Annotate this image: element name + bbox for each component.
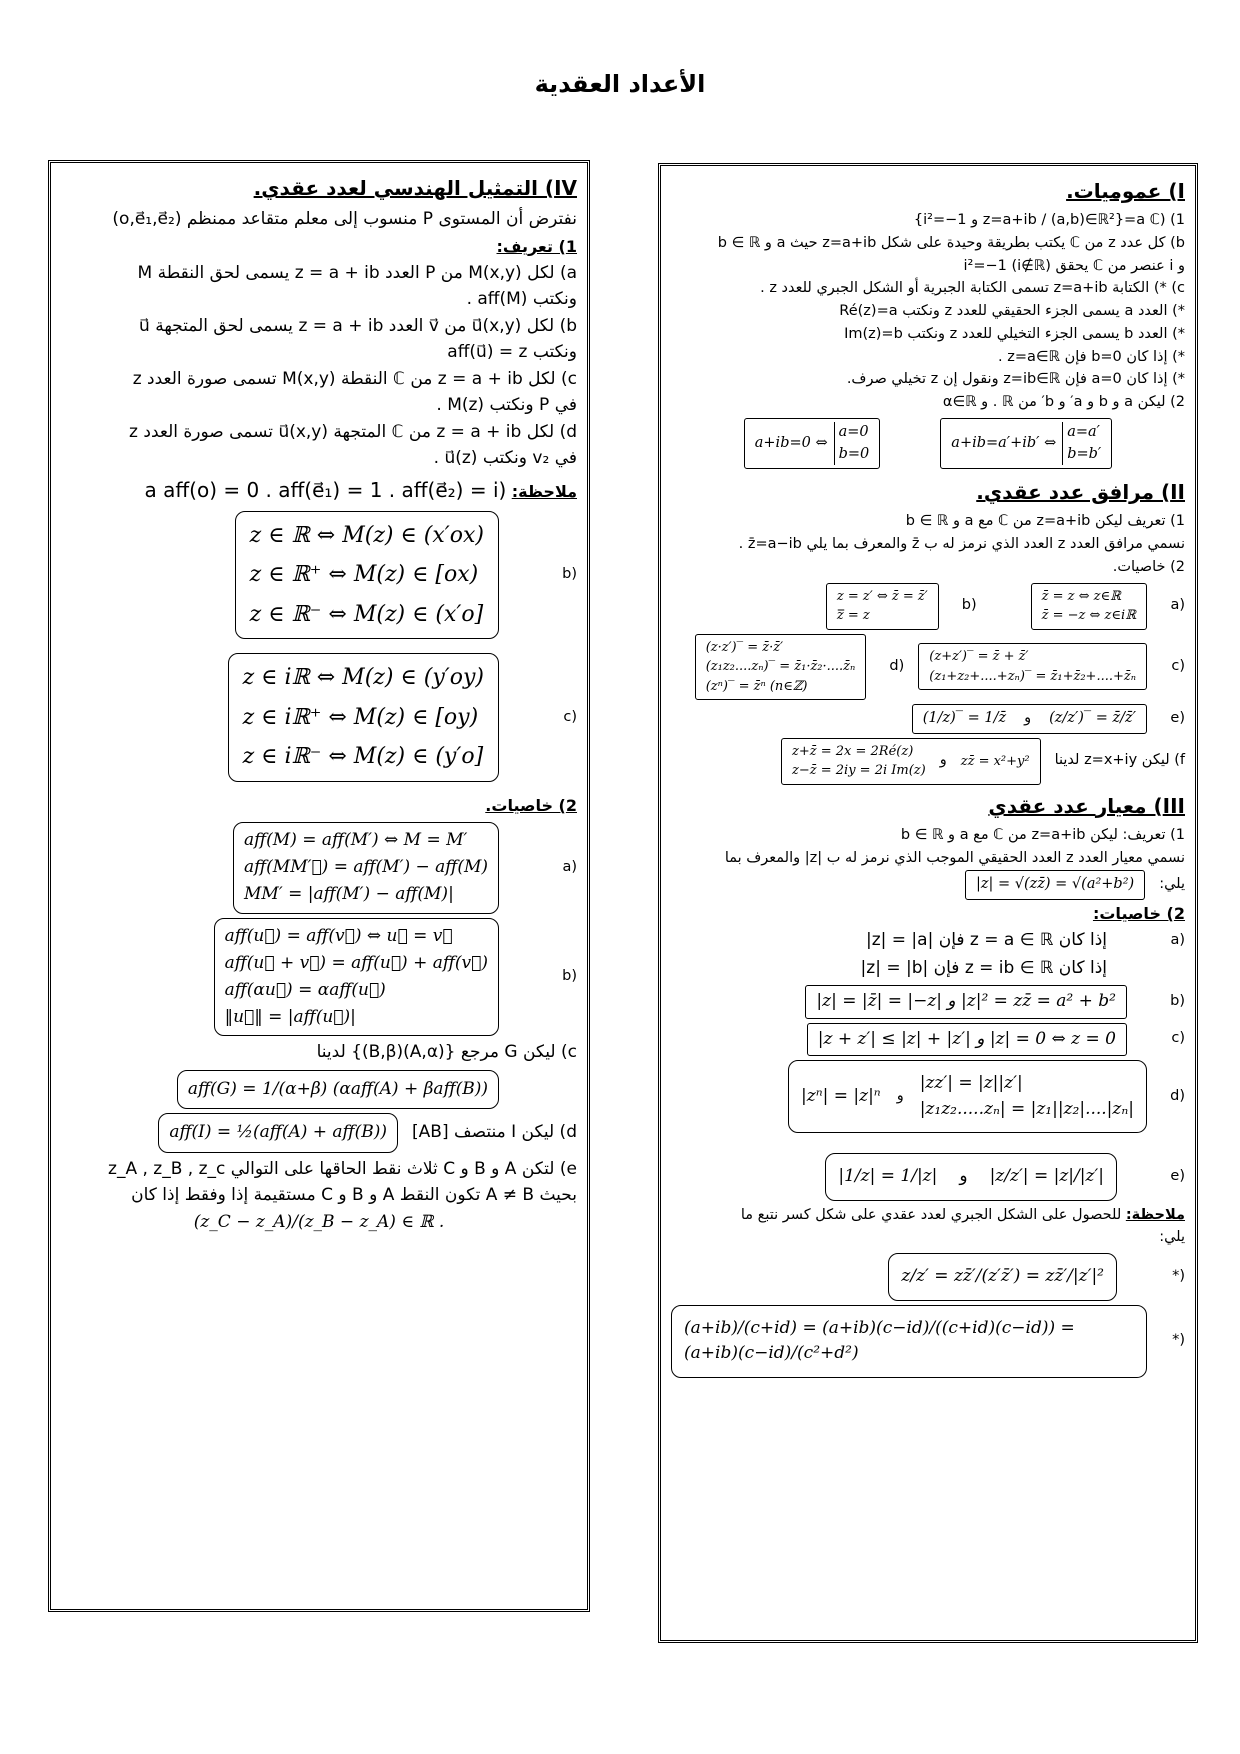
text-line: *) إذا كان a=0 فإن z=ib∈ℝ ونقول إن z تخيلي صرف.: [846, 371, 1185, 388]
formula-box: aff(G) = 1/(α+β) (αaff(A) + βaff(B)): [177, 1070, 499, 1110]
property-row-ab: (a z̄̄ = z ⇔ z∈ℝ z̄ = −z ⇔ z∈iℝ (b z = z′ ⇔ z̄ = z̄′ z̿ = z: [671, 583, 1185, 630]
subsection-title: 1) تعريف:: [496, 236, 577, 256]
formula-box: aff(u⃗) = aff(v⃗) ⇔ u⃗ = v⃗ aff(u⃗ + v⃗) = aff(u⃗) + aff(v⃗) aff(αu⃗) = αaff(u⃗) ‖u⃗‖ = |aff(u⃗)|: [214, 918, 499, 1037]
property-row-f: [671, 738, 1185, 785]
right-column: I) عموميات. 1) (a ℂ={z=a+ib / (a,b)∈ℝ² و i²=−1} b) كل عدد z من ℂ يكتب بطريقة وحيدة على شكل z=a+ib حيث a و b ∈ ℝ و i عنصر من ℂ يحقق i²=−1 (i∉ℝ) c) *) الكتابة z=a+ib تسمى الكتابة الجبرية أو الشكل الجبري للعدد z . *) العدد a يسمى الجزء الحقيقي للعدد z ونكتب Ré(z)=a *) العدد b يسمى الجزء التخيلي للعدد z ونكتب Im(z)=b *) إذا كان b=0 فإن z=a∈ℝ . *) إذا كان a=0 فإن z=ib∈ℝ ونقول إن z تخيلي صرف. 2) ليكن a و b و a′ و b′ من ℝ . و α∈ℝ a+ib=0 ⇔ a=0 b=0 a+ib=a′+ib′ ⇔ a=a′ b=b′ II) مرافق عدد عقدي. 1) تعريف ليكن z=a+ib من ℂ مع a و b ∈ ℝ نسمي مرافق العدد z العدد الذي نرمز له ب z̄ والمعرف بما يلي z̄=a−ib . 2) خاصيات. (a z̄̄ = z ⇔ z∈ℝ z̄ = −z ⇔ z∈iℝ (b z = z′ ⇔ z̄ = z̄′ z̿ = z (c (z+z′)‾ = z̄ + z̄′ (z₁+z₂+....+zₙ)‾ = z̄₁+z̄₂+....+z̄ₙ (d (z·z′)‾ = z̄·z̄′ (z₁z₂....zₙ)‾ = z̄₁·z̄₂·....z̄ₙ (zⁿ)‾ = z̄ⁿ (n∈ℤ) (e (1/z)‾ = 1/z̄ و (z/z′)‾ = z̄/z̄′ f) ليكن z=x+iy لدينا z+z̄ = 2x = 2Ré(z) z−z̄ = 2iy = 2i Im(z) و zz̄ = x²+y² III) معيار عدد عقدي 1) تعريف: ليكن z=a+ib من ℂ مع a و b ∈ ℝ نسمي معيار العدد z العدد الحقيقي الموجب الذي نرمز له ب |z| والمعرف بما يلي: |z| = √(zz̄) = √(a²+b²) 2) خاصيات: (a إذا كان z = a ∈ ℝ فإن |z| = |a| إذا كان z = ib ∈ ℝ فإن |z| = |b| (b |z| = |z̄| = |−z| و |z|² = zz̄ = a² + b² (c |z + z′| ≤ |z| + |z′| و |z| = 0 ⇔ z = 0 (d |zⁿ| = |z|ⁿ و |zz′| = |z||z′| |z₁z₂.....zₙ| = |z₁||z₂|....|zₙ| (e |1/z| = 1/|z| و |z/z′| = |z|/|z′| ملاحظة: للحصول على الشكل الجبري لعدد عقدي على شكل كسر نتبع ما يلي: (* z/z′ = zz̄′/(z′z̄′) = zz̄′/|z′|² (* (a+ib)/(c+id) = (a+ib)(c−id)/((c+id)(c−id)) = (a+ib)(c−id)/(c²+d²): [658, 163, 1198, 1643]
left-column: IV) التمثيل الهندسي لعدد عقدي. نفترض أن المستوى P منسوب إلى معلم متقاعد ممنظم (o,e⃗₁,e⃗₂) 1) تعريف: a) لكل M(x,y) من P العدد z = a + ib يسمى لحق النقطة M ونكتب aff(M) . b) لكل u⃗(x,y) من v⃗ العدد z = a + ib يسمى لحق المتجهة u⃗ ونكتب aff(u⃗) = z c) لكل z = a + ib من ℂ النقطة M(x,y) تسمى صورة العدد z في P ونكتب M(z) . d) لكل z = a + ib من ℂ المتجهة u⃗(x,y) تسمى صورة العدد z في v₂ ونكتب u⃗(z) . ملاحظة: (a aff(o) = 0 . aff(e⃗₁) = 1 . aff(e⃗₂) = i (b z ∈ ℝ ⇔ M(z) ∈ (x′ox) z ∈ ℝ⁺ ⇔ M(z) ∈ [ox) z ∈ ℝ⁻ ⇔ M(z) ∈ (x′o] (c z ∈ iℝ ⇔ M(z) ∈ (y′oy) z ∈ iℝ⁺ ⇔ M(z) ∈ [oy) z ∈ iℝ⁻ ⇔ M(z) ∈ (y′o] 2) خاصيات. (a aff(M) = aff(M′) ⇔ M = M′ aff(MM′⃗) = aff(M′) − aff(M) MM′ = |aff(M′) − aff(M)| (b aff(u⃗) = aff(v⃗) ⇔ u⃗ = v⃗ aff(u⃗ + v⃗) = aff(u⃗) + aff(v⃗) aff(αu⃗) = αaff(u⃗) ‖u⃗‖ = |aff(u⃗)| c) ليكن G مرجع {(A,α)(B,β)} لدينا aff(G) = 1/(α+β) (αaff(A) + βaff(B)) d) ليكن I منتصف [AB] aff(I) = ½(aff(A) + aff(B)) e) لتكن A و B و C ثلاث نقط الحاقها على التوالي z_A , z_B , z_c بحيث A ≠ B تكون النقط A و B و C مستقيمة إذا وفقط إذا كان (z_C − z_A)/(z_B − z_A) ∈ ℝ .: [48, 160, 590, 1612]
formula-box: (a+ib)/(c+id) = (a+ib)(c−id)/((c+id)(c−id)) = (a+ib)(c−id)/(c²+d²): [671, 1305, 1147, 1378]
note-title: ملاحظة:: [1125, 1206, 1185, 1223]
formula: a=a′: [1067, 423, 1100, 440]
text-line: c) لكل z = a + ib من ℂ النقطة M(x,y) تسمى صورة العدد z: [132, 368, 577, 389]
text-line: *) العدد a يسمى الجزء الحقيقي للعدد z ونكتب Ré(z)=a: [839, 303, 1185, 319]
section-conjugate-title: II) مرافق عدد عقدي.: [976, 480, 1185, 505]
section-modulus-title: III) معيار عدد عقدي: [988, 793, 1185, 818]
section-geometric-title: IV) التمثيل الهندسي لعدد عقدي.: [253, 176, 577, 200]
text-line: 1) تعريف: ليكن z=a+ib من ℂ مع a و b ∈ ℝ: [900, 826, 1185, 843]
text-line: نفترض أن المستوى P منسوب إلى معلم متقاعد ممنظم (o,e⃗₁,e⃗₂): [112, 209, 577, 229]
formula-box: z+z̄ = 2x = 2Ré(z) z−z̄ = 2iy = 2i Im(z) و zz̄ = x²+y²: [781, 738, 1041, 785]
formula-box: |z + z′| ≤ |z| + |z′| و |z| = 0 ⇔ z = 0: [807, 1023, 1127, 1057]
note-title: ملاحظة:: [511, 481, 577, 501]
formula-line: إذا كان z = ib ∈ ℝ فإن |z| = |b|: [860, 957, 1107, 978]
text-line: f) ليكن z=x+iy لدينا: [1054, 752, 1185, 769]
formula-box: z ∈ iℝ ⇔ M(z) ∈ (y′oy) z ∈ iℝ⁺ ⇔ M(z) ∈ [oy) z ∈ iℝ⁻ ⇔ M(z) ∈ (y′o]: [228, 653, 499, 782]
text-line: يلي:: [1159, 1229, 1185, 1246]
page-title: الأعداد العقدية: [534, 70, 706, 98]
text-line: d) ليكن I منتصف [AB]: [412, 1122, 577, 1143]
text-line: ونكتب aff(M) .: [466, 289, 577, 309]
formula-box: |zⁿ| = |z|ⁿ و |zz′| = |z||z′| |z₁z₂.....zₙ| = |z₁||z₂|....|zₙ|: [788, 1060, 1147, 1133]
text-line: *) إذا كان b=0 فإن z=a∈ℝ .: [997, 348, 1185, 365]
subsection-title: 2) خاصيات:: [1092, 904, 1185, 923]
formula-line: (a aff(o) = 0 . aff(e⃗₁) = 1 . aff(e⃗₂) = i: [144, 477, 507, 502]
formula-box: z/z′ = zz̄′/(z′z̄′) = zz̄′/|z′|²: [888, 1253, 1117, 1301]
formula-box: |z| = |z̄| = |−z| و |z|² = zz̄ = a² + b²: [805, 985, 1127, 1019]
formula-box: |z| = √(zz̄) = √(a²+b²): [965, 870, 1145, 900]
formula-box: |1/z| = 1/|z| و |z/z′| = |z|/|z′|: [825, 1153, 1117, 1201]
text-line: للحصول على الشكل الجبري لعدد عقدي على شكل كسر نتبع ما: [740, 1206, 1122, 1223]
text-line: 2) خاصيات.: [1112, 558, 1185, 575]
formula-box: (z+z′)‾ = z̄ + z̄′ (z₁+z₂+....+zₙ)‾ = z̄₁+z̄₂+....+z̄ₙ: [918, 643, 1147, 690]
formula-box: (1/z)‾ = 1/z̄ و (z/z′)‾ = z̄/z̄′: [912, 704, 1147, 734]
text-line: c) ليكن G مرجع {(A,α)(B,β)} لدينا: [316, 1042, 577, 1063]
text-line: نسمي معيار العدد z العدد الحقيقي الموجب الذي نرمز له ب |z| والمعرف بما: [724, 849, 1185, 866]
text-line: بحيث A ≠ B تكون النقط A و B و C مستقيمة إذا وفقط إذا كان: [131, 1185, 577, 1206]
property-row-cd: (c (z+z′)‾ = z̄ + z̄′ (z₁+z₂+....+zₙ)‾ = z̄₁+z̄₂+....+z̄ₙ (d (z·z′)‾ = z̄·z̄′ (z₁z₂....zₙ)‾ = z̄₁·z̄₂·....z̄ₙ (zⁿ)‾ = z̄ⁿ (n∈ℤ): [671, 634, 1185, 701]
text-line: *) العدد b يسمى الجزء التخيلي للعدد z ونكتب Im(z)=b: [844, 325, 1185, 342]
formula-box: aff(I) = ½(aff(A) + aff(B)): [158, 1113, 398, 1153]
text-line: 1) (a ℂ={z=a+ib / (a,b)∈ℝ² و i²=−1}: [913, 212, 1185, 228]
formula-box: z̄̄ = z ⇔ z∈ℝ z̄ = −z ⇔ z∈iℝ: [1031, 583, 1147, 630]
formula: b=b′: [1067, 445, 1102, 462]
formula-box: z ∈ ℝ ⇔ M(z) ∈ (x′ox) z ∈ ℝ⁺ ⇔ M(z) ∈ [ox) z ∈ ℝ⁻ ⇔ M(z) ∈ (x′o]: [235, 511, 499, 640]
formula-line: (z_C − z_A)/(z_B − z_A) ∈ ℝ .: [193, 1211, 445, 1232]
formula: a+ib=a′+ib′ ⇔: [951, 434, 1057, 451]
property-row-e: (e (1/z)‾ = 1/z̄ و (z/z′)‾ = z̄/z̄′: [671, 704, 1185, 734]
formula: b=0: [838, 445, 870, 462]
equality-boxes: [671, 418, 1185, 470]
subsection-title: 2) خاصيات.: [485, 796, 577, 816]
text-line: b) كل عدد z من ℂ يكتب بطريقة وحيدة على شكل z=a+ib حيث a و b ∈ ℝ: [717, 234, 1185, 251]
text-line: و i عنصر من ℂ يحقق i²=−1 (i∉ℝ): [963, 257, 1185, 274]
section-generalities-title: I) عموميات.: [1066, 179, 1185, 203]
text-line: a) لكل M(x,y) من P العدد z = a + ib يسمى لحق النقطة M: [137, 262, 577, 283]
text-line: b) لكل u⃗(x,y) من v⃗ العدد z = a + ib يسمى لحق المتجهة u⃗: [139, 315, 577, 336]
text-line: d) لكل z = a + ib من ℂ المتجهة u⃗(x,y) تسمى صورة العدد z: [129, 421, 577, 442]
text-line: في P ونكتب M(z) .: [436, 395, 577, 415]
formula: a+ib=0 ⇔: [754, 434, 828, 451]
text-line: c) *) الكتابة z=a+ib تسمى الكتابة الجبرية أو الشكل الجبري للعدد z .: [760, 280, 1185, 297]
equality-box-zero: [744, 418, 881, 470]
text-line: ونكتب aff(u⃗) = z: [447, 342, 577, 362]
text-line: e) لتكن A و B و C ثلاث نقط الحاقها على التوالي z_A , z_B , z_c: [108, 1158, 577, 1179]
formula-line: إذا كان z = a ∈ ℝ فإن |z| = |a|: [866, 930, 1107, 950]
text-line: 2) ليكن a و b و a′ و b′ من ℝ . و α∈ℝ: [942, 394, 1185, 410]
text-line: نسمي مرافق العدد z العدد الذي نرمز له ب z̄ والمعرف بما يلي z̄=a−ib .: [738, 536, 1185, 552]
text-line: يلي:: [1159, 876, 1185, 893]
formula: a=0: [838, 423, 869, 440]
equality-box: [940, 418, 1112, 470]
text-line: في v₂ ونكتب u⃗(z) .: [433, 448, 577, 468]
formula-box: (z·z′)‾ = z̄·z̄′ (z₁z₂....zₙ)‾ = z̄₁·z̄₂·....z̄ₙ (zⁿ)‾ = z̄ⁿ (n∈ℤ): [695, 634, 867, 701]
formula-box: z = z′ ⇔ z̄ = z̄′ z̿ = z: [826, 583, 939, 630]
text-line: 1) تعريف ليكن z=a+ib من ℂ مع a و b ∈ ℝ: [905, 513, 1185, 530]
formula-box: aff(M) = aff(M′) ⇔ M = M′ aff(MM′⃗) = aff(M′) − aff(M) MM′ = |aff(M′) − aff(M)|: [233, 822, 499, 914]
